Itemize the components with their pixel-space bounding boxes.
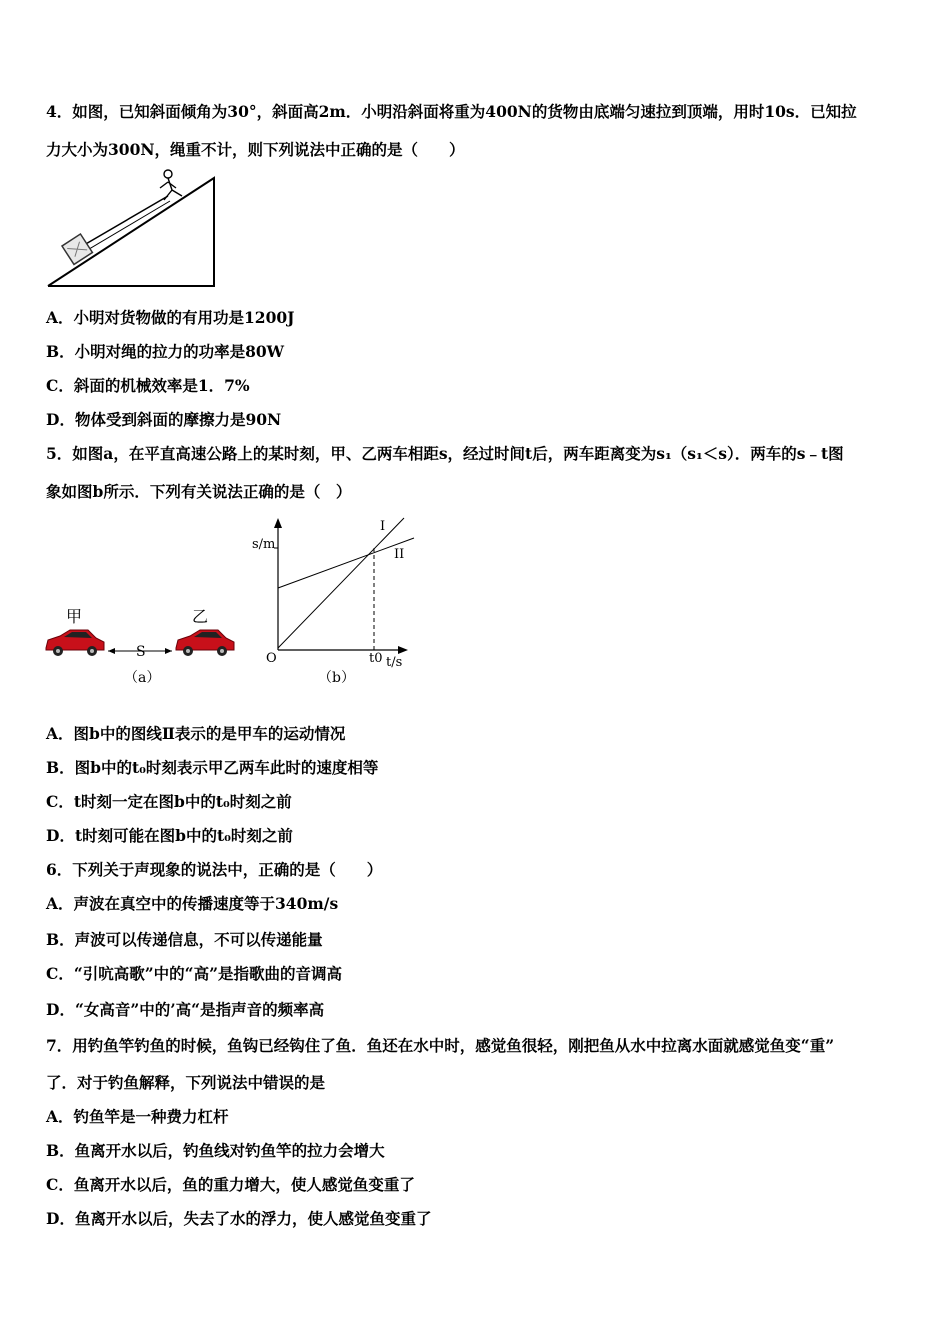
q5-option-a: A．图b中的图线Ⅱ表示的是甲车的运动情况 [46,724,346,743]
q7-stem-line1: 7．用钓鱼竿钓鱼的时候，鱼钩已经钩住了鱼．鱼还在水中时，感觉鱼很轻，刚把鱼从水中拉离水面就感觉鱼变“重” [46,1036,835,1055]
q5-option-d: D．t时刻可能在图b中的t₀时刻之前 [46,826,293,845]
arrow-right-head [165,648,172,654]
q7-option-b: B．鱼离开水以后，钓鱼线对钓鱼竿的拉力会增大 [46,1141,385,1160]
q4-option-d: D．物体受到斜面的摩擦力是90N [46,410,282,429]
q7-option-a: A．钓鱼竿是一种费力杠杆 [46,1107,229,1126]
car1-label: 甲 [66,607,83,626]
q4-stem-line1: 4．如图，已知斜面倾角为30°，斜面高2m．小明沿斜面将重为400N的货物由底端匀速拉到顶端，用时10s．已知拉 [46,102,857,121]
q5-stem-line2: 象如图b所示．下列有关说法正确的是（ ） [46,482,352,501]
t0-label: t0 [369,651,383,666]
figure-b-caption: （b） [318,670,355,686]
q5-option-c: C．t时刻一定在图b中的t₀时刻之前 [46,792,292,811]
figure-a-caption: （a） [124,670,161,686]
line1-label: I [380,519,386,534]
x-axis-arrow [398,646,408,654]
q4-option-b: B．小明对绳的拉力的功率是80W [46,342,285,361]
y-axis-arrow [274,518,282,528]
q7-option-d: D．鱼离开水以后，失去了水的浮力，使人感觉鱼变重了 [46,1209,432,1228]
q6-option-c: C．“引吭高歌”中的“高”是指歌曲的音调高 [46,964,342,983]
person-pulling-icon [160,170,182,200]
q7-stem-line2: 了．对于钓鱼解释，下列说法中错误的是 [46,1073,326,1092]
q4-option-a: A．小明对货物做的有用功是1200J [46,308,295,327]
q5-stem-line1: 5．如图a，在平直高速公路上的某时刻，甲、乙两车相距s，经过时间t后，两车距离变为s₁（s₁＜s）．两车的s﹣t图 [46,444,844,463]
y-axis-label: s/m [252,537,276,552]
q4-option-c: C．斜面的机械效率是1．7% [46,376,250,395]
q5-option-b: B．图b中的t₀时刻表示甲乙两车此时的速度相等 [46,758,379,777]
arrow-left-head [108,648,115,654]
graph-line-1 [278,518,404,648]
q6-option-d: D．“女高音”中的’高“是指声音的频率高 [46,1000,325,1019]
q4-stem-line2: 力大小为300N，绳重不计，则下列说法中正确的是（ ） [46,140,465,159]
line2-label: II [394,547,405,562]
car-jia-icon [46,630,104,656]
graph-line-2 [278,538,414,588]
q6-option-a: A．声波在真空中的传播速度等于340m/s [46,894,339,913]
st-graph-figure-b [248,512,418,690]
x-axis-label: t/s [386,655,403,670]
origin-label: O [266,651,277,666]
distance-label: S [136,644,146,660]
car-yi-icon [176,630,234,656]
car2-label: 乙 [192,607,209,626]
cars-figure-a [44,600,244,692]
q7-option-c: C．鱼离开水以后，鱼的重力增大，使人感觉鱼变重了 [46,1175,415,1194]
q6-option-b: B．声波可以传递信息，不可以传递能量 [46,930,323,949]
q6-stem: 6．下列关于声现象的说法中，正确的是（ ） [46,860,383,879]
incline-triangle [48,178,214,286]
incline-figure [44,166,220,290]
